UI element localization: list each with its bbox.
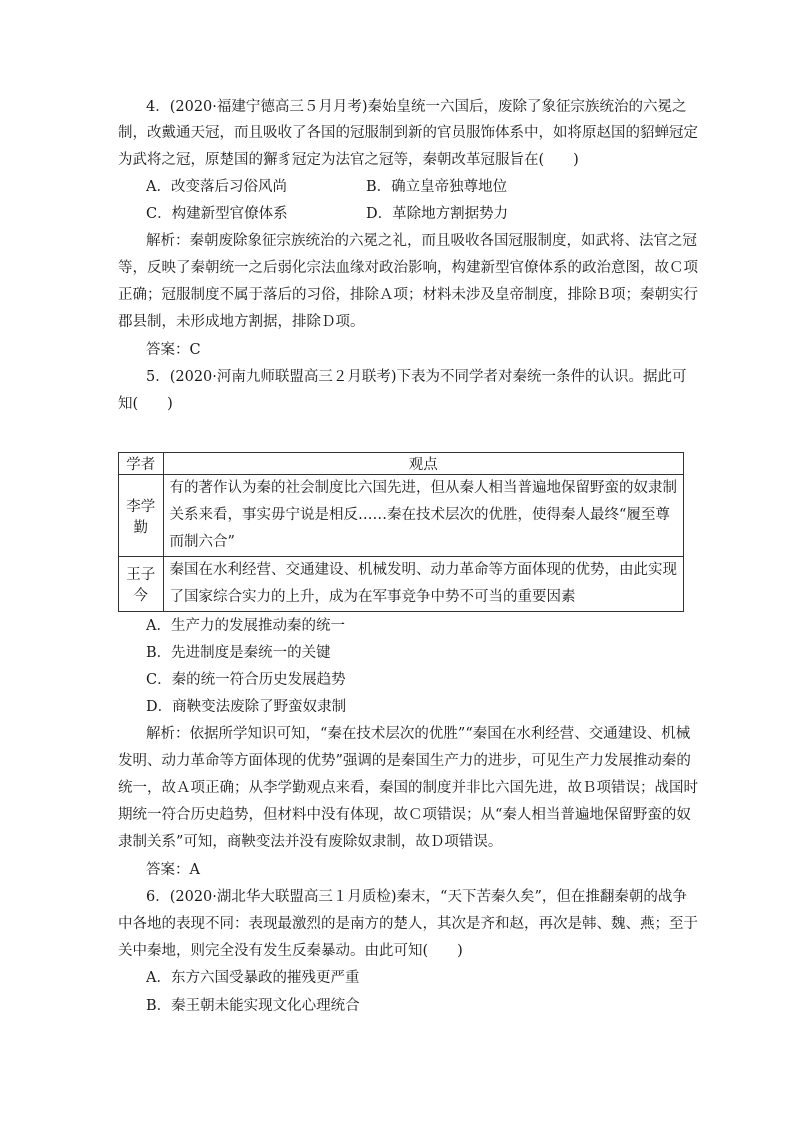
view-line: 有的著作认为秦的社会制度比六国先进，但从秦人相当普遍地保留野蛮的奴隶制 xyxy=(169,480,677,496)
view-line: 了国家综合实力的上升，成为在军事竞争中势不可当的重要因素 xyxy=(169,589,576,605)
table-header-view: 观点 xyxy=(163,453,684,475)
q5-analysis-line-5: 隶制关系”可知，商鞅变法并没有废除奴隶制，故Ｄ项错误。 xyxy=(118,834,503,850)
q5-option-a: A．生产力的发展推动秦的统一 xyxy=(146,618,345,634)
view-line: 关系来看，事实毋宁说是相反……秦在技术层次的优胜，使得秦人最终“履至尊 xyxy=(169,507,670,523)
q4-analysis-line-4: 郡县制，未形成地方割据，排除Ｄ项。 xyxy=(118,314,365,330)
q5-analysis-line-1: 解析：依据所学知识可知，“秦在技术层次的优胜”“秦国在水利经营、交通建设、机械 xyxy=(146,726,691,742)
q5-option-d: D．商鞅变法废除了野蛮奴隶制 xyxy=(146,699,347,715)
table-row xyxy=(119,557,684,612)
table-header-scholar: 学者 xyxy=(119,453,164,475)
q6-option-a: A．东方六国受暴政的摧残更严重 xyxy=(146,970,360,986)
q4-stem-line-1: 4．(2020·福建宁德高三５月月考)秦始皇统一六国后，废除了象征宗族统治的六冕之 xyxy=(146,99,687,115)
q6-option-b: B．秦王朝未能实现文化心理统合 xyxy=(146,998,360,1014)
q6-stem-line-3: 关中秦地，则完全没有发生反秦暴动。由此可知( ) xyxy=(118,943,463,959)
table-cell-scholar: 李学勤 xyxy=(119,475,164,557)
q5-analysis-line-3: 统一，故Ａ项正确；从李学勤观点来看，秦国的制度并非比六国先进，故Ｂ项错误；战国时 xyxy=(118,780,698,796)
q5-stem-line-1: 5．(2020·河南九师联盟高三２月联考)下表为不同学者对秦统一条件的认识。据此可 xyxy=(146,369,687,385)
q4-stem-line-2: 制，改戴通天冠，而且吸收了各国的冠服制到新的官员服饰体系中，如将原赵国的貂蝉冠定 xyxy=(118,125,698,141)
q4-option-b: B．确立皇帝独尊地位 xyxy=(366,179,508,195)
q4-stem-line-3: 为武将之冠，原楚国的獬豸冠定为法官之冠等，秦朝改革冠服旨在( ) xyxy=(118,152,579,168)
q6-stem-line-1: 6．(2020·湖北华大联盟高三１月质检)秦末，“天下苦秦久矣”，但在推翻秦朝的战争 xyxy=(146,889,687,905)
q6-stem-line-2: 中各地的表现不同：表现最激烈的是南方的楚人，其次是齐和赵，再次是韩、魏、燕；至于 xyxy=(118,916,698,932)
table-cell-view xyxy=(163,557,684,612)
q4-option-c: C．构建新型官僚体系 xyxy=(146,206,288,222)
view-line: 秦国在水利经营、交通建设、机械发明、动力革命等方面体现的优势，由此实现 xyxy=(169,562,677,578)
q5-answer: 答案：A xyxy=(146,862,200,878)
q4-analysis-line-3: 正确；冠服制度不属于落后的习俗，排除Ａ项；材料未涉及皇帝制度，排除Ｂ项；秦朝实行 xyxy=(118,287,698,303)
q5-option-b: B．先进制度是秦统一的关键 xyxy=(146,645,331,661)
q5-analysis-line-2: 发明、动力革命等方面体现的优势”强调的是秦国生产力的进步，可见生产力发展推动秦的 xyxy=(118,753,691,769)
q4-analysis-line-2: 等，反映了秦朝统一之后弱化宗法血缘对政治影响，构建新型官僚体系的政治意图，故Ｃ项 xyxy=(118,260,698,276)
q4-option-a: A．改变落后习俗风尚 xyxy=(146,179,287,195)
q5-stem-line-2: 知( ) xyxy=(118,396,173,412)
q4-option-d: D．革除地方割据势力 xyxy=(366,206,509,222)
q5-option-c: C．秦的统一符合历史发展趋势 xyxy=(146,672,346,688)
table-cell-view xyxy=(163,475,684,557)
q5-analysis-line-4: 期统一符合历史趋势，但材料中没有体现，故Ｃ项错误；从“秦人相当普遍地保留野蛮的奴 xyxy=(118,807,691,823)
table-cell-scholar: 王子今 xyxy=(119,557,164,612)
view-line: 而制六合” xyxy=(169,534,235,550)
q4-analysis-line-1: 解析：秦朝废除象征宗族统治的六冕之礼，而且吸收各国冠服制度，如武将、法官之冠 xyxy=(146,233,697,249)
table-header-row xyxy=(119,453,684,475)
q5-scholar-table xyxy=(118,452,684,612)
table-row xyxy=(119,475,684,557)
q4-answer: 答案：C xyxy=(146,342,201,358)
